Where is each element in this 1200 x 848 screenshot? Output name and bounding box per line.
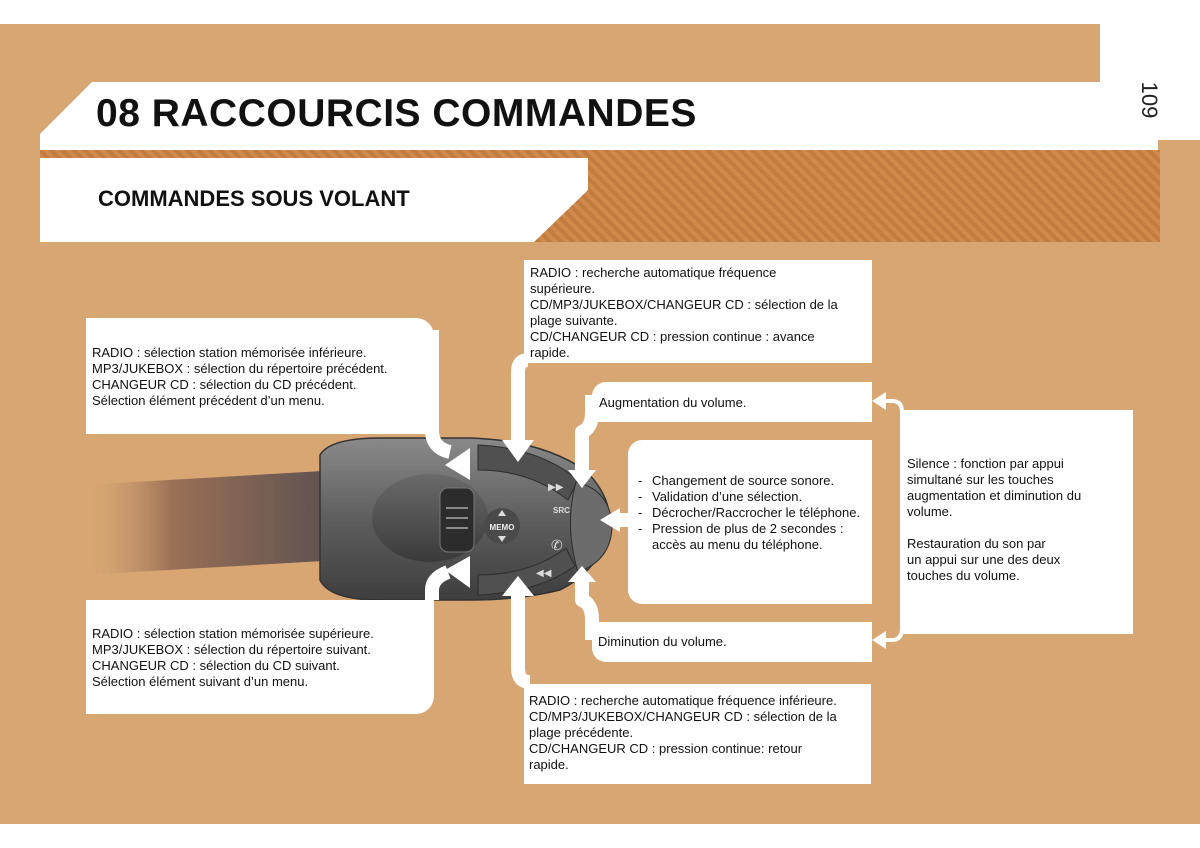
stalk-shaft — [82, 470, 340, 575]
list-item: - Validation d’une sélection. — [632, 489, 864, 505]
next-selection-box — [86, 600, 434, 714]
list-item: - Pression de plus de 2 secondes : accès au menu du téléphone. — [632, 521, 864, 553]
thumb-wheel[interactable] — [440, 488, 474, 552]
src-label: SRC — [553, 506, 570, 515]
silence-bracket — [880, 401, 902, 640]
text-line: CD/MP3/JUKEBOX/CHANGEUR CD : sélection de la — [530, 297, 838, 312]
text-line: MP3/JUKEBOX : sélection du répertoire suivant. — [92, 642, 371, 657]
arrow-head — [872, 392, 886, 410]
text-line: augmentation et diminution du — [907, 488, 1082, 503]
text-line: CHANGEUR CD : sélection du CD précédent. — [92, 377, 357, 392]
text-line: CD/CHANGEUR CD : pression continue: retour — [529, 741, 803, 756]
text-line: Silence : fonction par appui — [907, 456, 1064, 471]
text-line: simultané sur les touches — [907, 472, 1054, 487]
src-button[interactable] — [570, 482, 612, 572]
text-line: CD/MP3/JUKEBOX/CHANGEUR CD : sélection de la — [529, 709, 837, 724]
text-line: un appui sur une des deux — [907, 552, 1061, 567]
text-line: RADIO : sélection station mémorisée supérieure. — [92, 626, 374, 641]
text-line: RADIO : sélection station mémorisée inférieure. — [92, 345, 367, 360]
text-line: MP3/JUKEBOX : sélection du répertoire précédent. — [92, 361, 388, 376]
page-number: 109 — [1137, 81, 1162, 119]
text-line: CD/CHANGEUR CD : pression continue : avance — [530, 329, 815, 344]
source-button-box — [628, 440, 872, 604]
text-line: Diminution du volume. — [598, 634, 727, 649]
text-line: plage suivante. — [530, 313, 618, 328]
seek-up-box — [524, 260, 872, 363]
volume-down-box — [592, 622, 872, 662]
text-line: volume. — [907, 504, 953, 519]
text-line: Restauration du son par — [907, 536, 1046, 551]
seek-down-box — [524, 684, 871, 784]
arrow-head — [872, 631, 886, 649]
text-line: Sélection élément précédent d’un menu. — [92, 393, 325, 408]
text-line: rapide. — [529, 757, 569, 772]
volume-up-box — [592, 382, 872, 422]
previous-selection-box — [86, 318, 434, 434]
memo-label: MEMO — [489, 523, 515, 532]
phone-icon: ✆ — [551, 538, 563, 554]
rewind-icon: ◀◀ — [536, 568, 552, 579]
section-title: COMMANDES SOUS VOLANT — [98, 186, 410, 211]
text-line: CHANGEUR CD : sélection du CD suivant. — [92, 658, 340, 673]
text-line: Augmentation du volume. — [599, 395, 747, 410]
mute-info-box — [902, 410, 1133, 634]
text-line: Sélection élément suivant d’un menu. — [92, 674, 309, 689]
text-line: rapide. — [530, 345, 570, 360]
text-line: plage précédente. — [529, 725, 634, 740]
list-item: - Décrocher/Raccrocher le téléphone. — [632, 505, 864, 521]
text-line: supérieure. — [530, 281, 596, 296]
chapter-title: 08 RACCOURCIS COMMANDES — [96, 92, 697, 135]
spacer — [907, 520, 1133, 536]
text-line: RADIO : recherche automatique fréquence inférieure. — [529, 693, 837, 708]
text-line: touches du volume. — [907, 568, 1020, 583]
fast-forward-icon: ▶▶ — [548, 482, 564, 493]
list-item: - Changement de source sonore. — [632, 473, 864, 489]
text-line: RADIO : recherche automatique fréquence — [530, 265, 777, 280]
